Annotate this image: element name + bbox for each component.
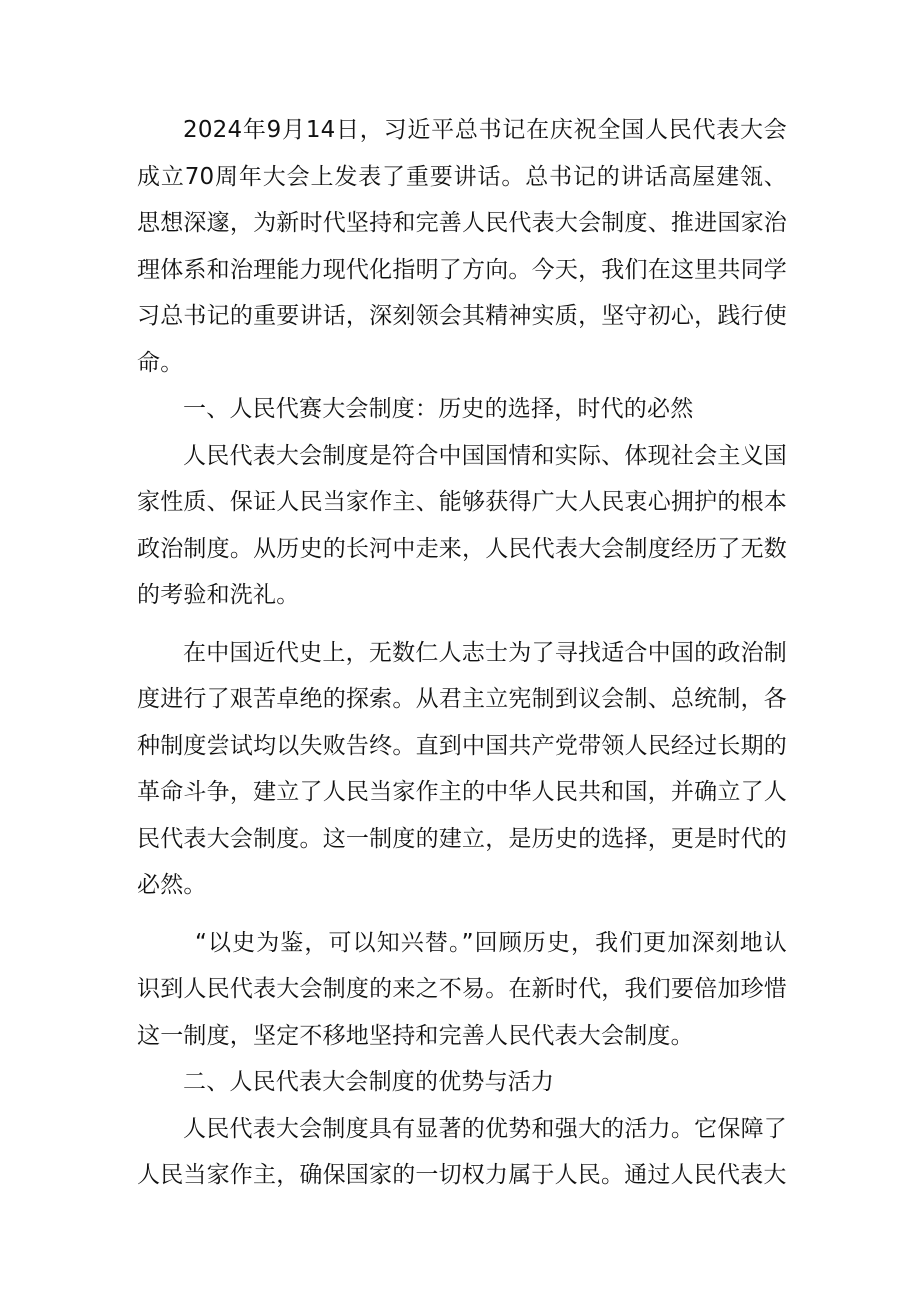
- body-paragraph-1: 人民代表大会制度是符合中国国情和实际、体现社会主义国家性质、保证人民当家作主、能够获得广大人民衷心拥护的根本政治制度。从历史的长河中走来，人民代表大会制度经历了无数的考验和洗礼。: [137, 442, 787, 608]
- intro-paragraph: 2024年9月14日，习近平总书记在庆祝全国人民代表大会成立70周年大会上发表了重要讲话。总书记的讲话高屋建瓴、思想深邃，为新时代坚持和完善人民代表大会制度、推进国家治理体系和治理能力现代化指明了方向。今天，我们在这里共同学习总书记的重要讲话，深刻领会其精神实质，坚守初心，践行使命。: [137, 117, 787, 376]
- body-paragraph-3: 人民代表大会制度具有显著的优势和强大的活力。它保障了人民当家作主，确保国家的一切权力属于人民。通过人民代表大: [137, 1115, 787, 1188]
- body-paragraph-2: 在中国近代史上，无数仁人志士为了寻找适合中国的政治制度进行了艰苦卓绝的探索。从君主立宪制到议会制、总统制，各种制度尝试均以失败告终。直到中国共产党带领人民经过长期的革命斗争，建立了人民当家作主的中华人民共和国，并确立了人民代表大会制度。这一制度的建立，是历史的选择，更是时代的必然。: [137, 639, 787, 898]
- section-heading-1: 一、人民代赛大会制度：历史的选择，时代的必然: [183, 396, 694, 422]
- section-heading-2: 二、人民代表大会制度的优势与活力: [183, 1069, 555, 1095]
- quote-paragraph: “以史为鉴，可以知兴替。”回顾历史，我们更加深刻地认识到人民代表大会制度的来之不易。在新时代，我们要倍加珍惜这一制度，坚定不移地坚持和完善人民代表大会制度。: [137, 929, 787, 1049]
- document-body: [137, 107, 787, 1199]
